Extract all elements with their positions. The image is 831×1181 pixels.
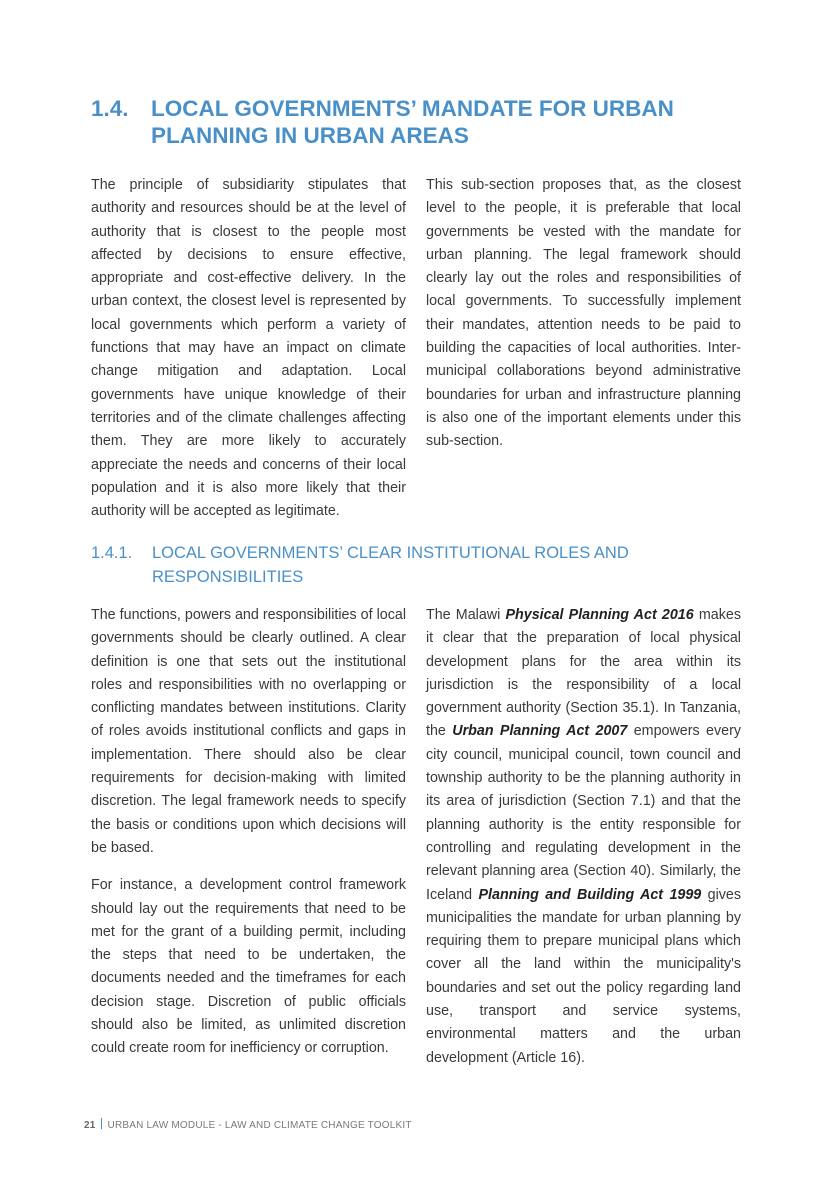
body-right-text-d: gives municipalities the mandate for urban planning by requiring them to prepare municipal plans which cover all the land within the municipality's boundaries and set out the policy regarding land use, transport and service systems, environmental matters and the urban development (Article 16). xyxy=(426,886,741,1066)
body-left-paragraph-1: The functions, powers and responsibilities of local governments should be clearly outlined. A clear definition is one that sets out the institutional roles and responsibilities with no overlapping or conflicting mandates between institutions. Clarity of roles avoids institutional conflicts and gaps in implementation. There should also be clear requirements for decision-making with limited discretion. The legal framework needs to specify the basis or conditions upon which decisions will be based. xyxy=(91,607,406,856)
act-title-tanzania: Urban Planning Act 2007 xyxy=(452,723,628,740)
subsection-number: 1.4.1. xyxy=(91,544,133,562)
footer-title: URBAN LAW MODULE - LAW AND CLIMATE CHANGE TOOLKIT xyxy=(107,1120,412,1131)
intro-right-paragraph: This sub-section proposes that, as the closest level to the people, it is preferable that local governments be vested with the mandate for urban planning. The legal framework should clearly lay out the roles and responsibilities of local governments. To successfully implement their mandates, attention needs to be paid to building the capacities of local authorities. Inter-municipal collaborations beyond administrative boundaries for urban and infrastructure planning is also one of the important elements under this sub-section. xyxy=(426,177,741,450)
act-title-iceland: Planning and Building Act 1999 xyxy=(478,886,702,903)
section-number: 1.4. xyxy=(91,96,129,121)
page-number: 21 xyxy=(84,1120,96,1131)
subsection-title-line-1: LOCAL GOVERNMENTS’ CLEAR INSTITUTIONAL ROLES AND xyxy=(152,544,629,562)
footer-divider xyxy=(101,1118,102,1129)
intro-left-column xyxy=(91,174,406,523)
body-right-text-c: empowers every city council, municipal council, town council and township authority to be the planning authority in its area of jurisdiction (Section 7.1) and that the planning authority is the entity responsible for controlling and regulating development in the relevant planning area (Section 40). Similarly, the Iceland xyxy=(426,723,741,903)
act-title-malawi: Physical Planning Act 2016 xyxy=(505,607,694,623)
body-right-text-b: makes it clear that the preparation of local physical development plans for the area within its jurisdiction is the responsibility of a local government authority (Section 35.1). In Tanzania, the xyxy=(426,607,741,740)
section-title-line-2: PLANNING IN URBAN AREAS xyxy=(151,123,469,148)
body-right-column xyxy=(426,604,741,1070)
section-title-line-1: LOCAL GOVERNMENTS’ MANDATE FOR URBAN xyxy=(151,96,674,121)
intro-left-paragraph: The principle of subsidiarity stipulates that authority and resources should be at the level of authority that is closest to the people most affected by decisions to ensure effective, appropriate and cost-effective delivery. In the urban context, the closest level is represented by local governments which perform a variety of functions that may have an impact on climate change mitigation and adaptation. Local governments have unique knowledge of their territories and of the climate challenges affecting them. They are more likely to accurately appreciate the needs and concerns of their local population and it is also more likely that their authority will be accepted as legitimate. xyxy=(91,177,406,520)
subsection-title-line-2: RESPONSIBILITIES xyxy=(152,568,304,586)
body-right-text-a: The Malawi xyxy=(426,607,506,623)
body-left-paragraph-2: For instance, a development control framework should lay out the requirements that need to be met for the grant of a building permit, including the steps that need to be undertaken, the documents needed and the timeframes for each decision stage. Discretion of public officials should also be limited, as unlimited discretion could create room for inefficiency or corruption. xyxy=(91,877,406,1057)
page-footer xyxy=(84,1118,412,1131)
body-right-paragraph xyxy=(426,604,741,1070)
body-left-column xyxy=(91,604,406,1061)
intro-right-column xyxy=(426,174,741,454)
